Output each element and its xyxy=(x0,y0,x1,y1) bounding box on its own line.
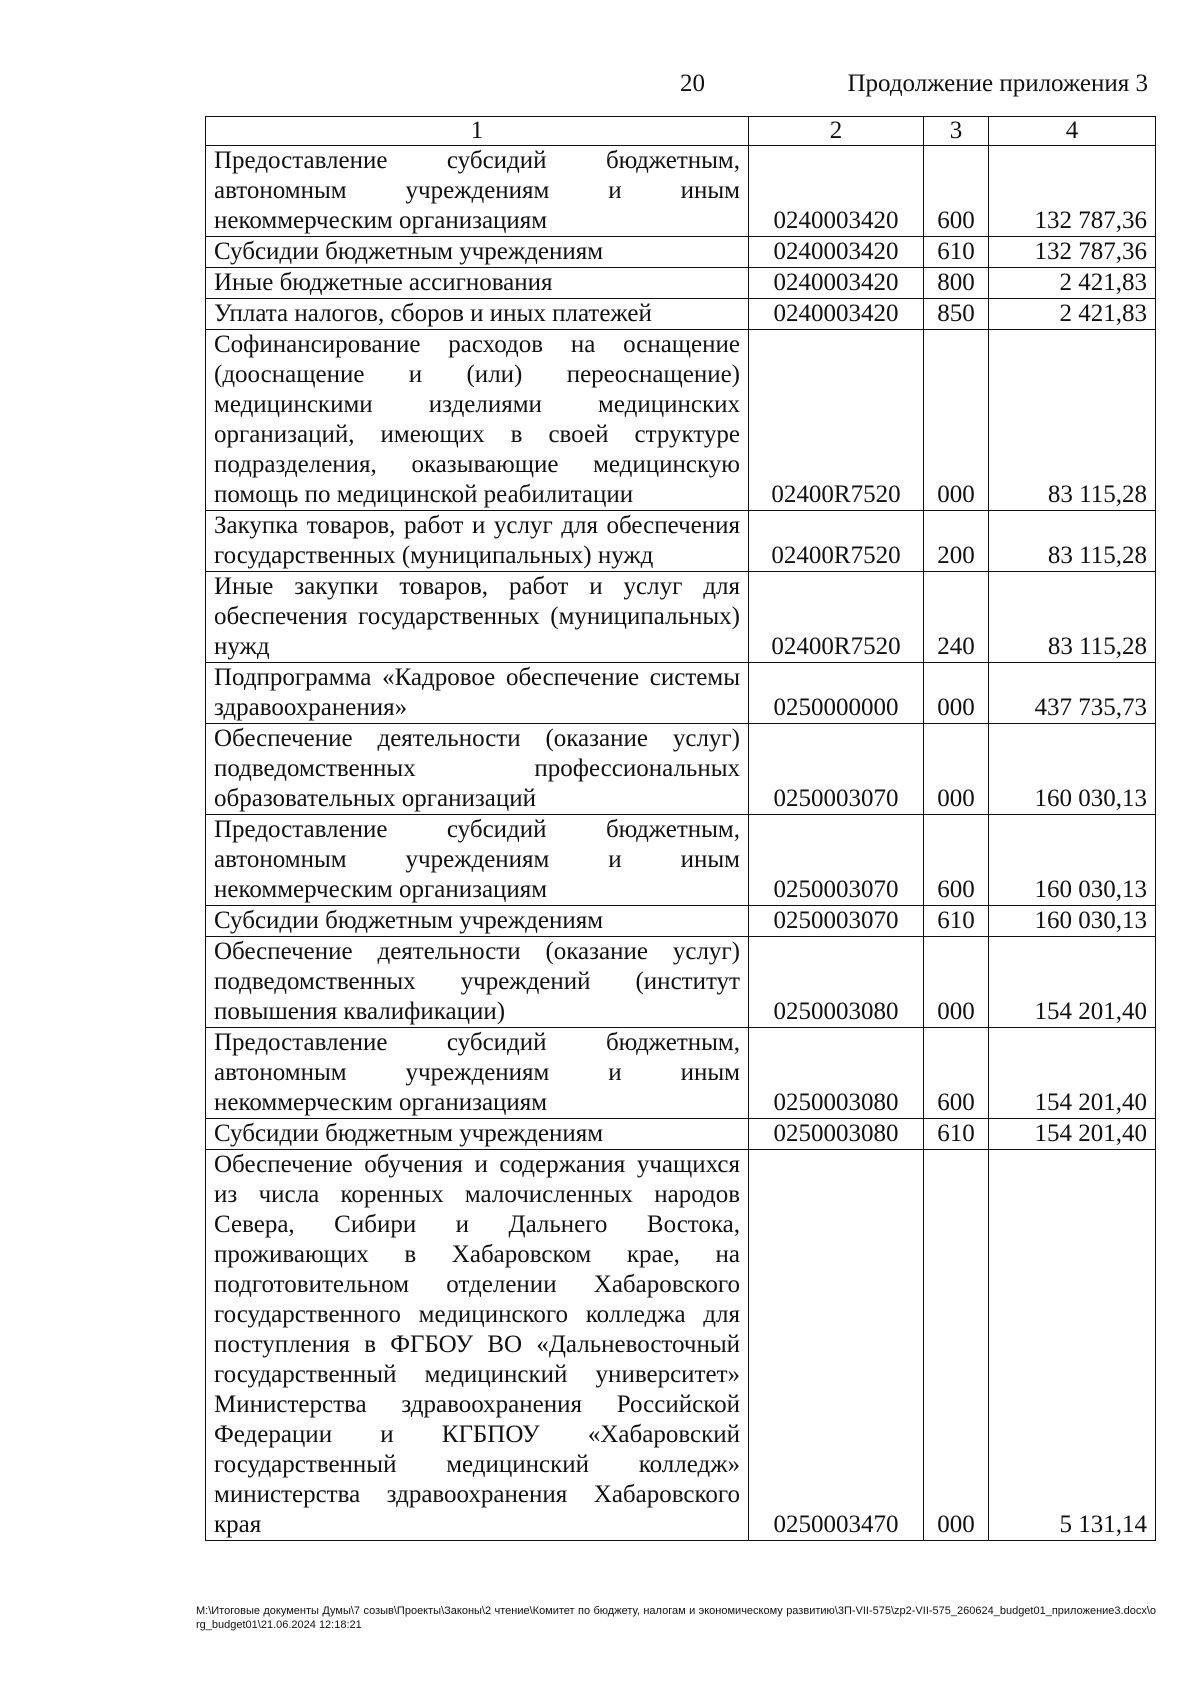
row-amount: 5 131,14 xyxy=(989,1150,1156,1541)
row-kind: 000 xyxy=(924,724,989,815)
row-kind: 000 xyxy=(924,663,989,724)
row-name: Уплата налогов, сборов и иных платежей xyxy=(206,299,749,330)
row-amount: 83 115,28 xyxy=(989,511,1156,572)
row-code: 0250003080 xyxy=(749,1028,924,1119)
row-amount: 132 787,36 xyxy=(989,146,1156,237)
row-kind: 000 xyxy=(924,1150,989,1541)
row-kind: 200 xyxy=(924,511,989,572)
file-path-footer: M:\Итоговые документы Думы\7 созыв\Проекты\Законы\2 чтение\Комитет по бюджету, налогам и экономическому развитию\3П-VII-575\zp2-VII-575_260624_budget01_приложение3.docx\org_budget01\21.06.2024 12:18:21 xyxy=(196,1605,1156,1631)
table-row xyxy=(206,268,1156,299)
row-code: 0240003420 xyxy=(749,146,924,237)
row-kind: 000 xyxy=(924,330,989,511)
row-kind: 240 xyxy=(924,572,989,663)
row-kind: 610 xyxy=(924,906,989,937)
row-name: Иные закупки товаров, работ и услуг для обеспечения государственных (муниципальных) нужд xyxy=(206,572,749,663)
row-kind: 000 xyxy=(924,937,989,1028)
row-code: 0250000000 xyxy=(749,663,924,724)
row-amount: 154 201,40 xyxy=(989,937,1156,1028)
row-kind: 610 xyxy=(924,237,989,268)
row-amount: 132 787,36 xyxy=(989,237,1156,268)
budget-table xyxy=(205,116,1156,1541)
row-amount: 154 201,40 xyxy=(989,1119,1156,1150)
table-row xyxy=(206,1028,1156,1119)
row-code: 0250003080 xyxy=(749,937,924,1028)
table-row xyxy=(206,572,1156,663)
row-name: Предоставление субсидий бюджетным, автономным учреждениям и иным некоммерческим организациям xyxy=(206,815,749,906)
row-amount: 2 421,83 xyxy=(989,299,1156,330)
row-code: 02400R7520 xyxy=(749,572,924,663)
table-row xyxy=(206,663,1156,724)
row-name: Софинансирование расходов на оснащение (дооснащение и (или) переоснащение) медицинскими изделиями медицинских организаций, имеющих в своей структуре подразделения, оказывающие медицинскую помощь по медицинской реабилитации xyxy=(206,330,749,511)
row-name: Субсидии бюджетным учреждениям xyxy=(206,906,749,937)
table-header-row xyxy=(206,117,1156,146)
row-amount: 437 735,73 xyxy=(989,663,1156,724)
row-code: 02400R7520 xyxy=(749,330,924,511)
row-name: Обеспечение деятельности (оказание услуг) подведомственных учреждений (институт повышения квалификации) xyxy=(206,937,749,1028)
column-header-4: 4 xyxy=(989,117,1156,146)
table-row xyxy=(206,906,1156,937)
row-name: Предоставление субсидий бюджетным, автономным учреждениям и иным некоммерческим организациям xyxy=(206,1028,749,1119)
column-header-3: 3 xyxy=(924,117,989,146)
row-name: Предоставление субсидий бюджетным, автономным учреждениям и иным некоммерческим организациям xyxy=(206,146,749,237)
row-code: 0240003420 xyxy=(749,299,924,330)
row-amount: 2 421,83 xyxy=(989,268,1156,299)
table-row xyxy=(206,1150,1156,1541)
page-number: 20 xyxy=(680,70,705,97)
row-code: 02400R7520 xyxy=(749,511,924,572)
row-name: Субсидии бюджетным учреждениям xyxy=(206,237,749,268)
row-kind: 600 xyxy=(924,815,989,906)
row-name: Подпрограмма «Кадровое обеспечение системы здравоохранения» xyxy=(206,663,749,724)
row-name: Субсидии бюджетным учреждениям xyxy=(206,1119,749,1150)
table-row xyxy=(206,330,1156,511)
row-amount: 154 201,40 xyxy=(989,1028,1156,1119)
row-kind: 600 xyxy=(924,146,989,237)
row-code: 0250003070 xyxy=(749,815,924,906)
table-row xyxy=(206,1119,1156,1150)
row-code: 0240003420 xyxy=(749,268,924,299)
column-header-1: 1 xyxy=(206,117,749,146)
row-code: 0250003470 xyxy=(749,1150,924,1541)
table-row xyxy=(206,299,1156,330)
table-row xyxy=(206,146,1156,237)
column-header-2: 2 xyxy=(749,117,924,146)
row-amount: 160 030,13 xyxy=(989,906,1156,937)
row-amount: 160 030,13 xyxy=(989,724,1156,815)
row-name: Обеспечение деятельности (оказание услуг) подведомственных профессиональных образовательных организаций xyxy=(206,724,749,815)
row-code: 0250003070 xyxy=(749,724,924,815)
table-row xyxy=(206,724,1156,815)
table-body xyxy=(206,146,1156,1541)
table-row xyxy=(206,937,1156,1028)
row-code: 0240003420 xyxy=(749,237,924,268)
row-code: 0250003080 xyxy=(749,1119,924,1150)
continuation-caption: Продолжение приложения 3 xyxy=(847,70,1148,97)
row-kind: 850 xyxy=(924,299,989,330)
row-name: Закупка товаров, работ и услуг для обеспечения государственных (муниципальных) нужд xyxy=(206,511,749,572)
table-row xyxy=(206,815,1156,906)
row-amount: 83 115,28 xyxy=(989,572,1156,663)
row-name: Иные бюджетные ассигнования xyxy=(206,268,749,299)
row-amount: 160 030,13 xyxy=(989,815,1156,906)
row-kind: 600 xyxy=(924,1028,989,1119)
row-kind: 610 xyxy=(924,1119,989,1150)
row-amount: 83 115,28 xyxy=(989,330,1156,511)
row-kind: 800 xyxy=(924,268,989,299)
row-name: Обеспечение обучения и содержания учащихся из числа коренных малочисленных народов Севера, Сибири и Дальнего Востока, проживающих в Хабаровском крае, на подготовительном отделении Хабаровского государственного медицинского колледжа для поступления в ФГБОУ ВО «Дальневосточный государственный медицинский университет» Министерства здравоохранения Российской Федерации и КГБПОУ «Хабаровский государственный медицинский колледж» министерства здравоохранения Хабаровского края xyxy=(206,1150,749,1541)
row-code: 0250003070 xyxy=(749,906,924,937)
table-row xyxy=(206,511,1156,572)
table-row xyxy=(206,237,1156,268)
